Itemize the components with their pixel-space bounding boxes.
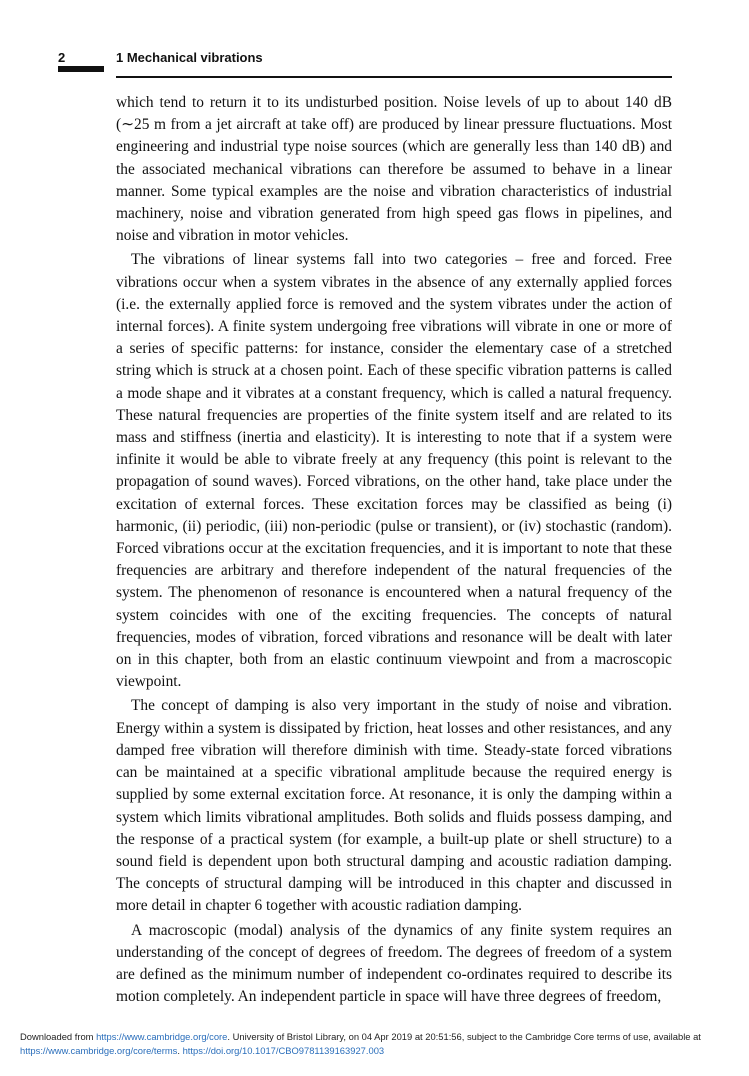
paragraph: which tend to return it to its undisturbed position. Noise levels of up to about 140 dB (∼25 m from a jet aircraft at take off) are produced by linear pressure fluctuations. Most engineering and industrial type noise sources (which are generally less than 140 dB) and the associated mechanical vibrations can therefore be assumed to behave in a linear manner. Some typical examples are the noise and vibration characteristics of industrial machinery, noise and vibration generated from high speed gas flows in pipelines, and noise and vibration in motor vehicles. [116, 94, 672, 245]
page-number: 2 [58, 50, 66, 65]
terms-link[interactable]: https://www.cambridge.org/core/terms [20, 1045, 178, 1056]
paragraph: A macroscopic (modal) analysis of the dynamics of any finite system requires an understanding of the concept of degrees of freedom. The degrees of freedom of a system are defined as the minimum number of independent co-ordinates required to describe its motion completely. An independent particle in space will have three degrees of freedom, [116, 921, 672, 1006]
download-footer [20, 1030, 730, 1058]
footer-separator: . [177, 1045, 183, 1056]
cambridge-core-link[interactable]: https://www.cambridge.org/core [96, 1031, 228, 1042]
paragraph: The concept of damping is also very important in the study of noise and vibration. Energy within a system is dissipated by friction, heat losses and other resistances, and any damped free vibration will therefore diminish with time. Steady-state forced vibrations can be maintained at a specific vibrational amplitude because the required energy is supplied by some external excitation force. At resonance, it is only the damping within a system which limits vibrational amplitudes. Both solids and fluids possess damping, and the response of a practical system (for example, a built-up plate or shell structure) to a sound field is dependent upon both structural damping and acoustic radiation damping. The concepts of structural damping will be introduced in this chapter and discussed in more detail in chapter 6 together with acoustic radiation damping. [116, 697, 672, 915]
footer-middle: . University of Bristol Library, on 04 Apr 2019 at 20:51:56, subject to the Cambridge Core terms of use, available at [227, 1031, 701, 1042]
header-rule [116, 76, 672, 78]
running-head: 1 Mechanical vibrations [116, 50, 263, 65]
paragraph: The vibrations of linear systems fall into two categories – free and forced. Free vibrations occur when a system vibrates in the absence of any externally applied forces (i.e. the externally applied force is removed and the system vibrates under the action of internal forces). A finite system undergoing free vibrations will vibrate in one or more of a series of specific patterns: for instance, consider the elementary case of a stretched string which is struck at a chosen point. Each of these specific vibration patterns is called a mode shape and it vibrates at a constant frequency, which is called a natural frequency. These natural frequencies are properties of the finite system itself and are related to its mass and stiffness (inertia and elasticity). It is interesting to note that if a system were infinite it would be able to vibrate freely at any frequency (this point is relevant to the propagation of sound waves). Forced vibrations, on the other hand, take place under the excitation of external forces. These excitation forces may be classified as being (i) harmonic, (ii) periodic, (iii) non-periodic (pulse or transient), or (iv) stochastic (random). Forced vibrations occur at the excitation frequencies, and it is important to note that these frequencies are arbitrary and therefore independent of the natural frequencies of the system. The phenomenon of resonance is encountered when a natural frequency of the system coincides with one of the exciting frequencies. The concepts of natural frequencies, modes of vibration, forced vibrations and resonance will be dealt with later on in this chapter, both from an elastic continuum viewpoint and from a macroscopic viewpoint. [116, 251, 672, 691]
doi-link[interactable]: https://doi.org/10.1017/CBO9781139163927.003 [182, 1045, 385, 1056]
footer-prefix: Downloaded from [20, 1031, 97, 1042]
body-text [116, 92, 672, 1008]
page-number-bar [58, 66, 104, 72]
